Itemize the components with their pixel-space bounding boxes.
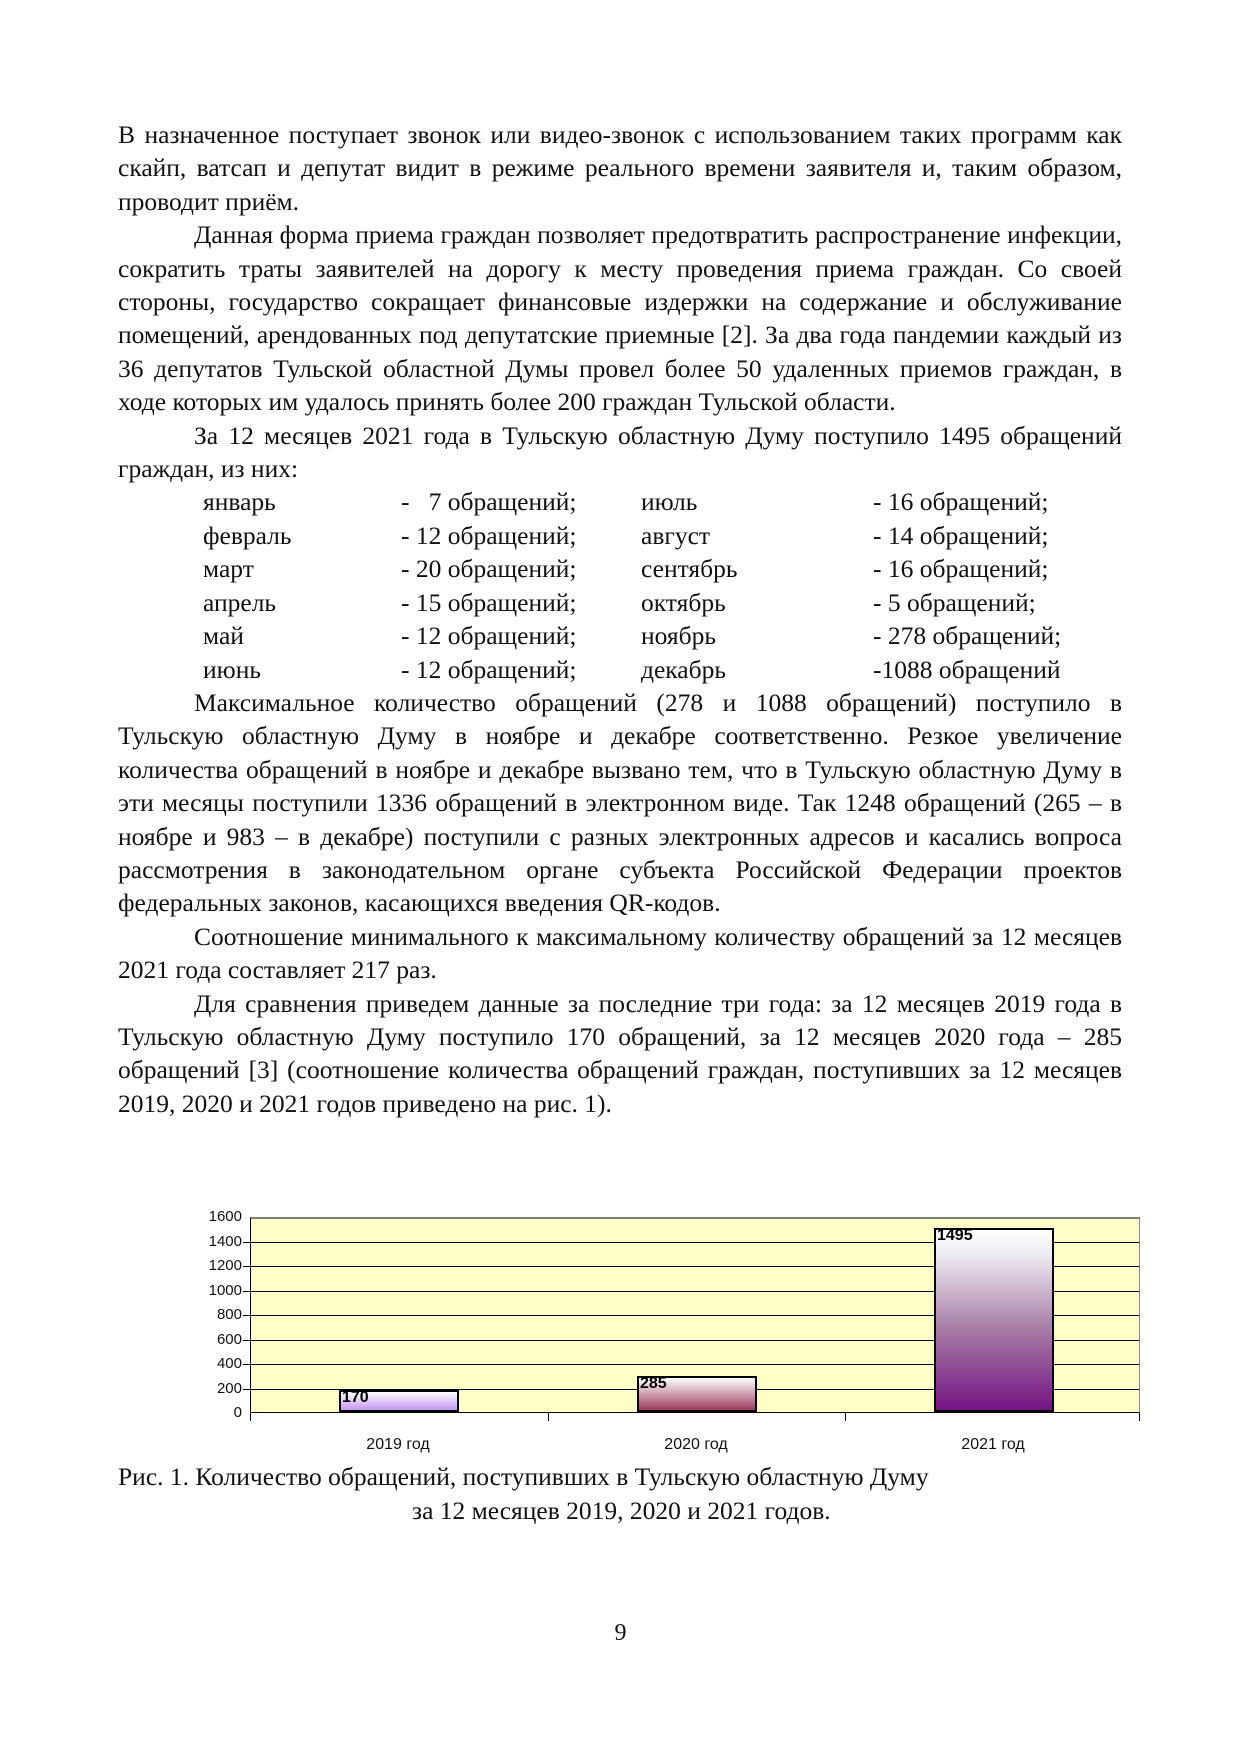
page-body <box>118 118 1122 1120</box>
month-value: - 278 обращений; <box>873 621 1062 651</box>
month-value: - 5 обращений; <box>873 587 1036 617</box>
month-value: - 12 обращений; <box>401 621 577 651</box>
month-label: февраль <box>203 520 292 550</box>
month-value: - 14 обращений; <box>873 520 1049 550</box>
month-label: декабрь <box>641 654 726 684</box>
x-tick <box>1139 1413 1140 1421</box>
caption-line-1: Рис. 1. Количество обращений, поступивших в Тульскую областную Думу <box>118 1462 929 1491</box>
month-value: -1088 обращений <box>873 654 1061 684</box>
paragraph-2: Данная форма приема граждан позволяет предотвратить распространение инфекции, сократить траты заявителей на дорогу к месту проведения приема граждан. Со своей стороны, государство сокращает финансовые издержки на содержание и обслуживание помещений, арендованных под депутатские приемные [2]. За два года пандемии каждый из 36 депутатов Тульской областной Думы провел более 50 удаленных приемов граждан, в ходе которых им удалось принять более 200 граждан Тульской области. <box>118 220 1122 417</box>
x-tick <box>548 1413 549 1421</box>
bar-chart <box>180 1200 1160 1460</box>
bar-2020 <box>637 1376 757 1412</box>
bar-value-label: 1495 <box>937 1227 973 1244</box>
month-label: август <box>641 520 711 550</box>
month-label: январь <box>203 487 276 517</box>
page-number: 9 <box>614 1620 627 1646</box>
paragraph-1: В назначенное поступает звонок или видео-звонок с использованием таких программ как скайп, ватсап и депутат видит в режиме реального времени заявителя и, таким образом, проводит приём. <box>118 120 1122 216</box>
paragraph-4: Максимальное количество обращений (278 и 1088 обращений) поступило в Тульскую областную Думу в ноябре и декабре соответственно. Резкое увеличение количества обращений в ноябре и декабре вызвано тем, что в Тульскую областную Думу в эти месяцы поступили 1336 обращений в электронном виде. Так 1248 обращений (265 – в ноябре и 983 – в декабре) поступили с разных электронных адресов и касались вопроса рассмотрения в законодательном органе субъекта Российской Федерации проектов федеральных законов, касающихся введения QR-кодов. <box>118 687 1122 918</box>
bar-value-label: 285 <box>640 1375 667 1392</box>
month-value: - 16 обращений; <box>873 487 1049 517</box>
month-label: ноябрь <box>641 621 716 651</box>
month-value: - 7 обращений; <box>401 487 577 517</box>
y-tick-label: 200 <box>216 1379 242 1397</box>
y-tick-label: 1000 <box>208 1281 242 1299</box>
paragraph-5: Соотношение минимального к максимальному количеству обращений за 12 месяцев 2021 года составляет 217 раз. <box>118 921 1122 985</box>
month-label: июнь <box>203 654 261 684</box>
month-label: октябрь <box>641 587 726 617</box>
bar-2021 <box>934 1228 1054 1412</box>
bar-2019 <box>339 1390 459 1412</box>
month-label: апрель <box>203 587 277 617</box>
monthly-appeals-list <box>203 485 1103 685</box>
paragraph-6: Для сравнения приведем данные за последние три года: за 12 месяцев 2019 года в Тульскую областную Думу поступило 170 обращений, за 12 месяцев 2020 года – 285 обращений [3] (соотношение количества обращений граждан, поступивших за 12 месяцев 2019, 2020 и 2021 годов приведено на рис. 1). <box>118 988 1122 1118</box>
y-tick-label: 600 <box>216 1330 242 1348</box>
bar-value-label: 170 <box>342 1389 369 1406</box>
month-value: - 15 обращений; <box>401 587 577 617</box>
y-tick-label: 1200 <box>208 1257 242 1274</box>
x-tick <box>250 1413 251 1421</box>
plot-area <box>250 1217 1140 1413</box>
y-tick-label: 0 <box>233 1404 242 1421</box>
month-label: сентябрь <box>641 554 738 584</box>
month-label: июль <box>641 487 698 517</box>
paragraph-3: За 12 месяцев 2021 года в Тульскую областную Думу поступило 1495 обращений граждан, из них: <box>118 420 1122 484</box>
y-tick-label: 1600 <box>208 1208 242 1225</box>
month-label: март <box>203 554 254 584</box>
month-value: - 12 обращений; <box>401 520 577 550</box>
month-label: май <box>203 621 244 651</box>
y-tick-label: 800 <box>216 1306 242 1323</box>
caption-line-2: за 12 месяцев 2019, 2020 и 2021 годов. <box>412 1496 831 1525</box>
x-axis-label: 2021 год <box>961 1436 1025 1453</box>
x-axis-label: 2020 год <box>664 1436 728 1453</box>
figure-caption <box>118 1460 1122 1528</box>
month-value: - 12 обращений; <box>401 654 577 684</box>
month-value: - 16 обращений; <box>873 554 1049 584</box>
x-axis-label: 2019 год <box>366 1436 430 1453</box>
x-tick <box>845 1413 846 1421</box>
month-value: - 20 обращений; <box>401 554 577 584</box>
y-tick-label: 400 <box>216 1355 242 1372</box>
y-tick-label: 1400 <box>208 1232 242 1250</box>
